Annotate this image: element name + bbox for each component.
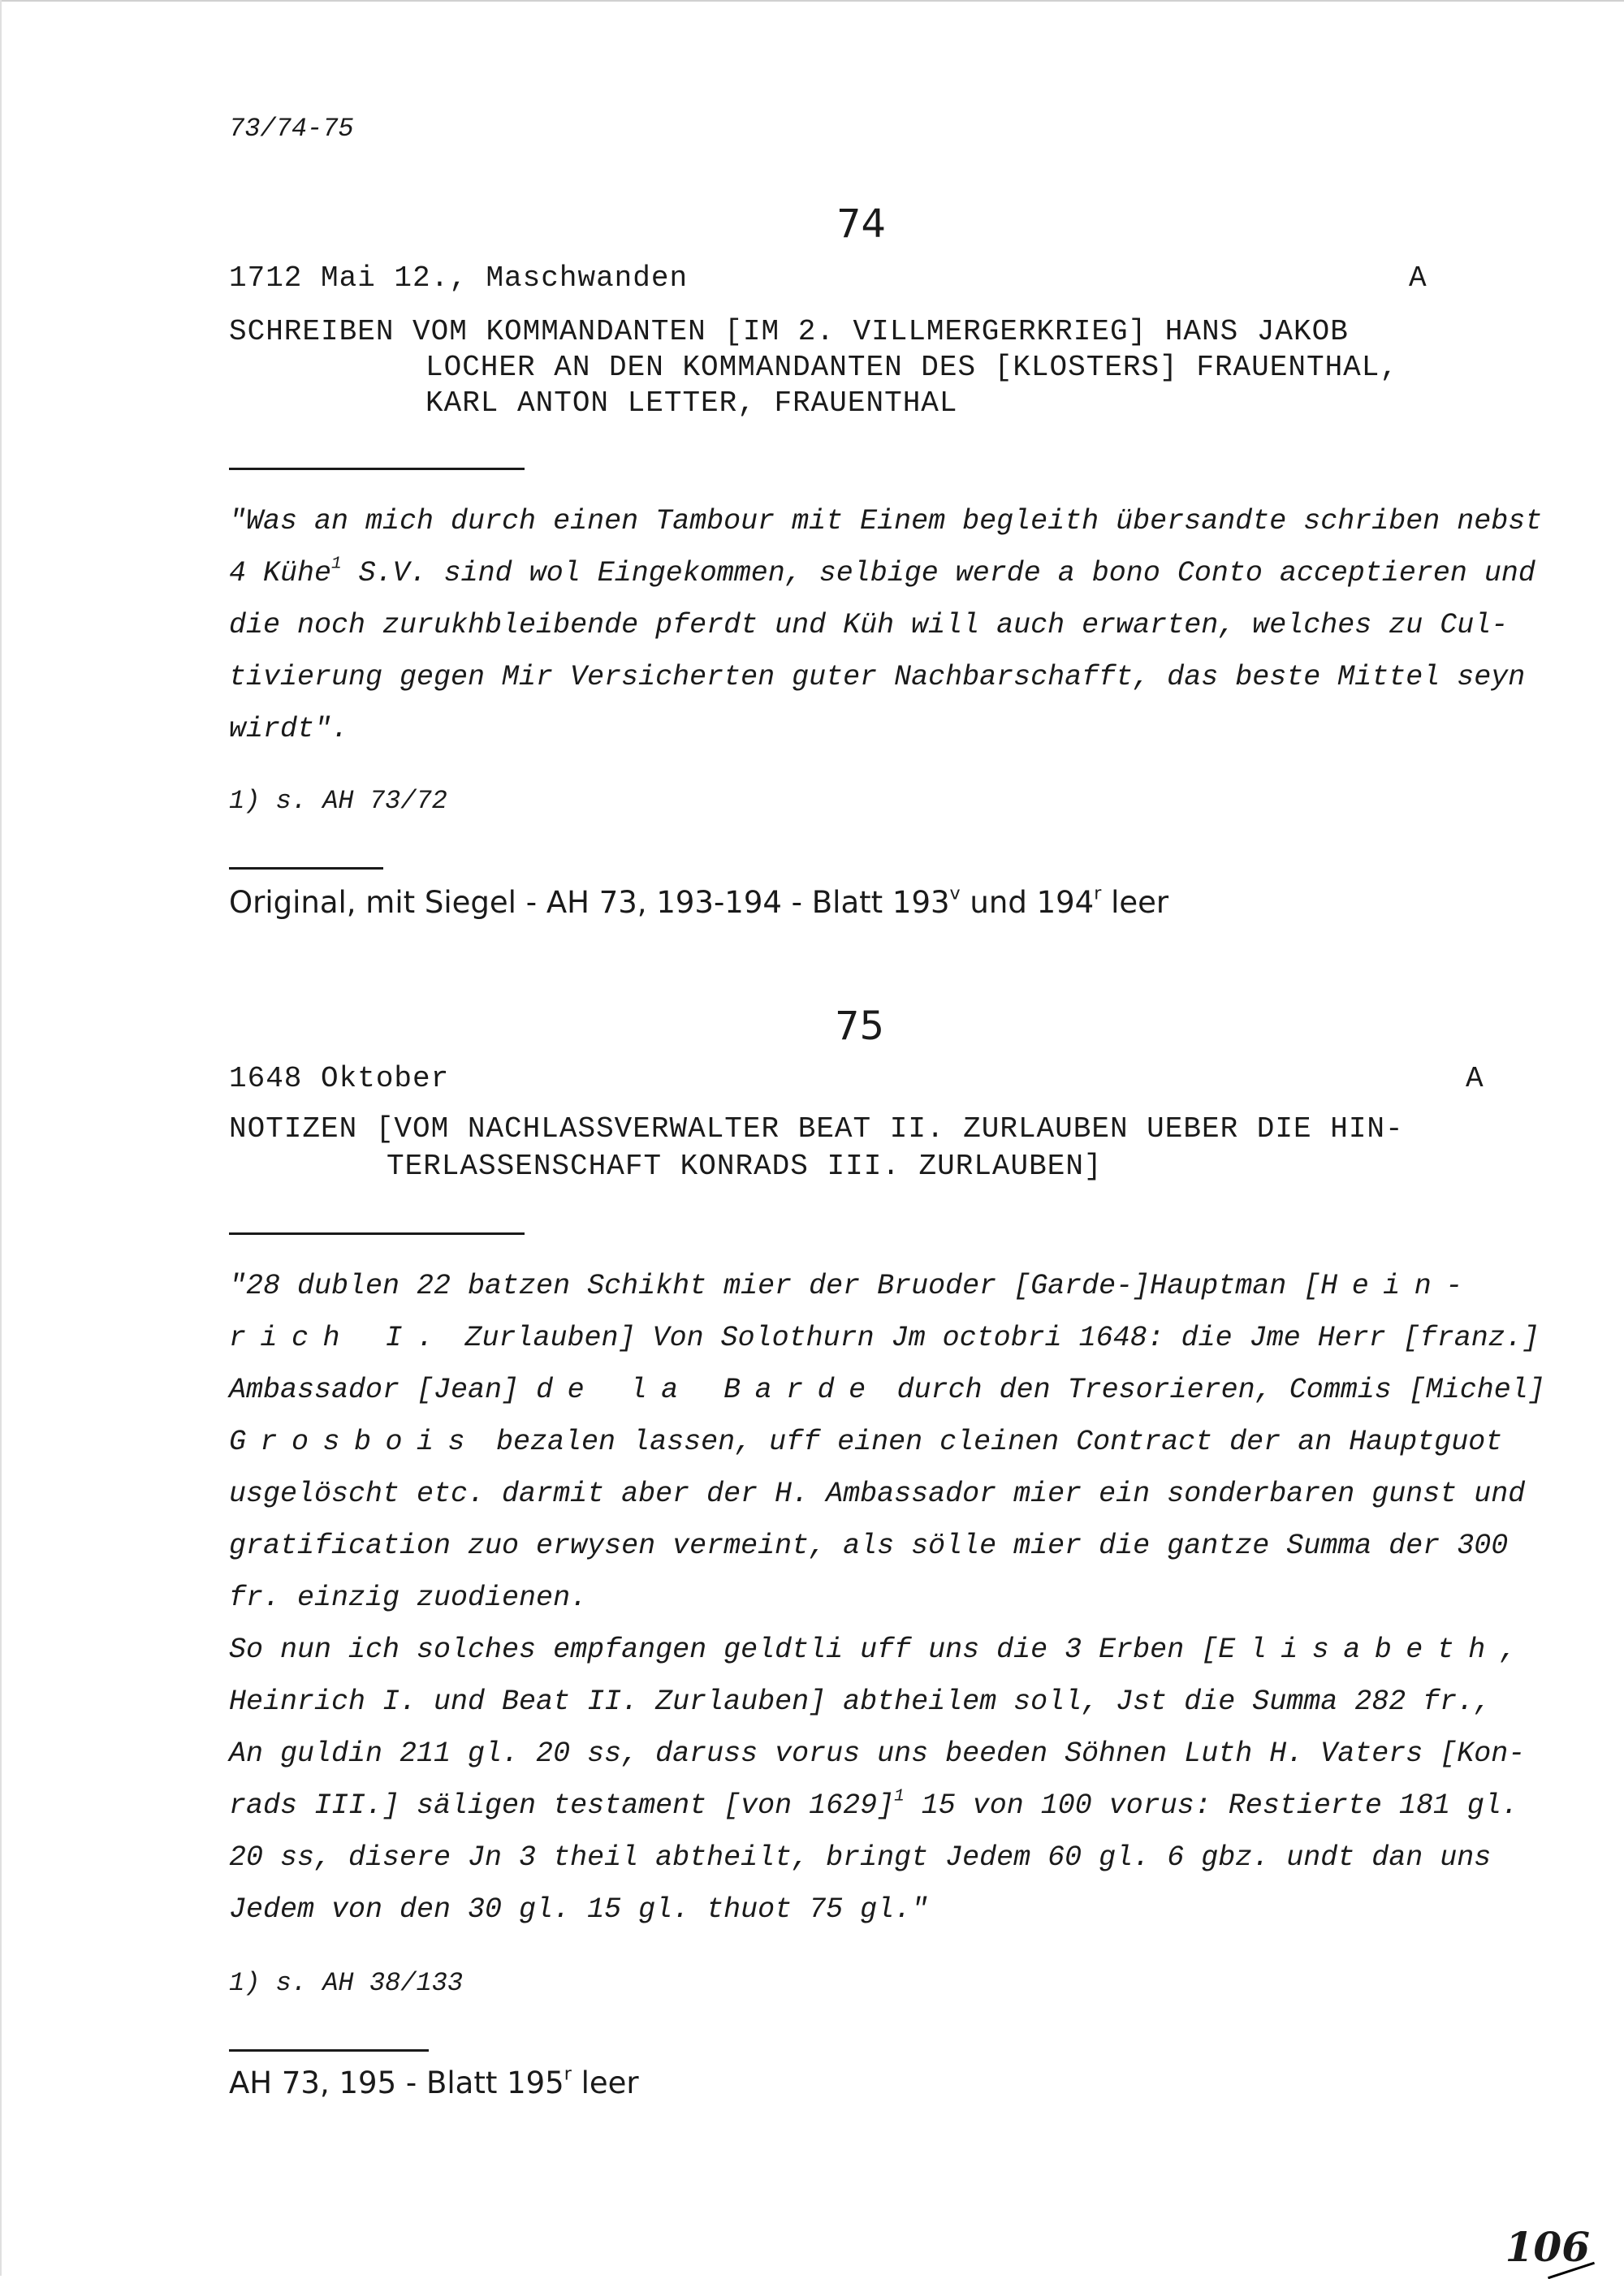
quote-line: usgelöscht etc. darmit aber der H. Ambassador mier ein sonderbaren gunst und <box>229 1478 1526 1510</box>
quote-line: wirdt". <box>229 713 349 745</box>
quote-line: Heinrich I. und Beat II. Zurlauben] abtheilem soll, Jst die Summa 282 fr., <box>229 1686 1492 1718</box>
entry-74-title-line-3: KARL ANTON LETTER, FRAUENTHAL <box>425 386 958 420</box>
entry-75-source-rule <box>229 2049 429 2052</box>
quote-text: rads III.] säligen testament [von 1629] <box>229 1789 895 1822</box>
quote-line <box>229 1260 1496 1312</box>
quote-text: 15 von 100 vorus: Restierte 181 gl. <box>904 1789 1518 1822</box>
source-text: und 194 <box>960 885 1095 920</box>
source-text: leer <box>571 2065 639 2100</box>
entry-74-marker: A <box>1409 261 1427 295</box>
quote-line <box>229 1780 1518 1832</box>
entry-75-date-place: 1648 Oktober <box>229 1062 450 1095</box>
entry-75-source <box>229 2065 639 2100</box>
source-text: AH 73, 195 - Blatt 195 <box>229 2065 564 2100</box>
page-reference: 73/74-75 <box>229 114 354 144</box>
quote-line: An guldin 211 gl. 20 ss, daruss vorus uns beeden Söhnen Luth H. Vaters [Kon- <box>229 1737 1526 1770</box>
quote-line-rest: S.V. sind wol Eingekommen, selbige werde a bono Conto acceptieren und <box>358 557 1535 589</box>
spaced-name: Elisabeth, <box>1218 1634 1531 1666</box>
quote-line: die noch zurukhbleibende pferdt und Küh will auch erwarten, welches zu Cul- <box>229 609 1509 641</box>
entry-75-title-line-1: NOTIZEN [VOM NACHLASSVERWALTER BEAT II. ZURLAUBEN UEBER DIE HIN- <box>229 1112 1404 1146</box>
folio-verso-mark: v <box>949 883 961 904</box>
scan-border-left <box>0 0 2 2276</box>
spaced-name: Hein- <box>1320 1270 1477 1302</box>
scan-border-top <box>0 0 1624 2</box>
handwritten-page-number: 106 <box>1505 2223 1590 2271</box>
quote-line: tivierung gegen Mir Versicherten guter Nachbarschafft, das beste Mittel seyn <box>229 661 1526 693</box>
source-text: leer <box>1101 885 1169 920</box>
footnote-mark: 1 <box>894 1787 905 1806</box>
quote-line: "Was an mich durch einen Tambour mit Einem begleith übersandte schriben nebst <box>229 505 1543 537</box>
quote-line: 20 ss, disere Jn 3 theil abtheilt, bringt Jedem 60 gl. 6 gbz. undt dan uns <box>229 1841 1492 1874</box>
quote-line <box>229 547 1535 599</box>
entry-75-title-rule <box>229 1232 525 1235</box>
quote-text: durch den Tresorieren, Commis [Michel] <box>879 1374 1545 1406</box>
folio-recto-mark: r <box>564 2063 572 2085</box>
spaced-name: de la Barde <box>536 1374 880 1406</box>
entry-75-footnote: 1) s. AH 38/133 <box>229 1968 464 1998</box>
quote-line: fr. einzig zuodienen. <box>229 1582 588 1614</box>
spaced-name: rich I. <box>229 1322 448 1354</box>
entry-number-75: 75 <box>835 1004 885 1049</box>
entry-74-title-rule <box>229 468 525 470</box>
quote-line: Jedem von den 30 gl. 15 gl. thuot 75 gl." <box>229 1893 929 1926</box>
entry-number-74: 74 <box>836 201 887 247</box>
footnote-mark: 1 <box>331 555 342 574</box>
spaced-name: Grosbois <box>229 1426 480 1458</box>
source-text: Original, mit Siegel - AH 73, 193-194 - Blatt 193 <box>229 885 950 920</box>
quote-line <box>229 1364 1545 1416</box>
entry-74-title-line-1: SCHREIBEN VOM KOMMANDANTEN [IM 2. VILLMERGERKRIEG] HANS JAKOB <box>229 315 1349 348</box>
quote-line: gratification zuo erwysen vermeint, als sölle mier die gantze Summa der 300 <box>229 1530 1509 1562</box>
entry-74-quote <box>229 495 1543 755</box>
folio-recto-mark: r <box>1094 883 1102 904</box>
quote-text: "28 dublen 22 batzen Schikht mier der Bruoder [Garde-]Hauptman [ <box>229 1270 1321 1302</box>
quote-line <box>229 1416 1503 1468</box>
entry-74-date-place: 1712 Mai 12., Maschwanden <box>229 261 689 295</box>
entry-75-title-line-2: TERLASSENSCHAFT KONRADS III. ZURLAUBEN] <box>387 1150 1103 1183</box>
entry-74-source-rule <box>229 867 383 870</box>
quote-line <box>229 1624 1531 1676</box>
quote-line-prefix: 4 Kühe <box>229 557 332 589</box>
quote-line <box>229 1312 1540 1364</box>
entry-75-quote <box>229 1260 1545 1936</box>
entry-74-source <box>229 885 1168 920</box>
quote-text: bezalen lassen, uff einen cleinen Contract der an Hauptguot <box>479 1426 1503 1458</box>
quote-text: So nun ich solches empfangen geldtli uff uns die 3 Erben [ <box>229 1634 1219 1666</box>
quote-text: Zurlauben] Von Solothurn Jm octobri 1648: die Jme Herr [franz.] <box>447 1322 1540 1354</box>
entry-74-title-line-2: LOCHER AN DEN KOMMANDANTEN DES [KLOSTERS] FRAUENTHAL, <box>425 351 1398 384</box>
entry-74-footnote: 1) s. AH 73/72 <box>229 786 447 816</box>
entry-75-marker: A <box>1466 1062 1484 1095</box>
quote-text: Ambassador [Jean] <box>229 1374 537 1406</box>
